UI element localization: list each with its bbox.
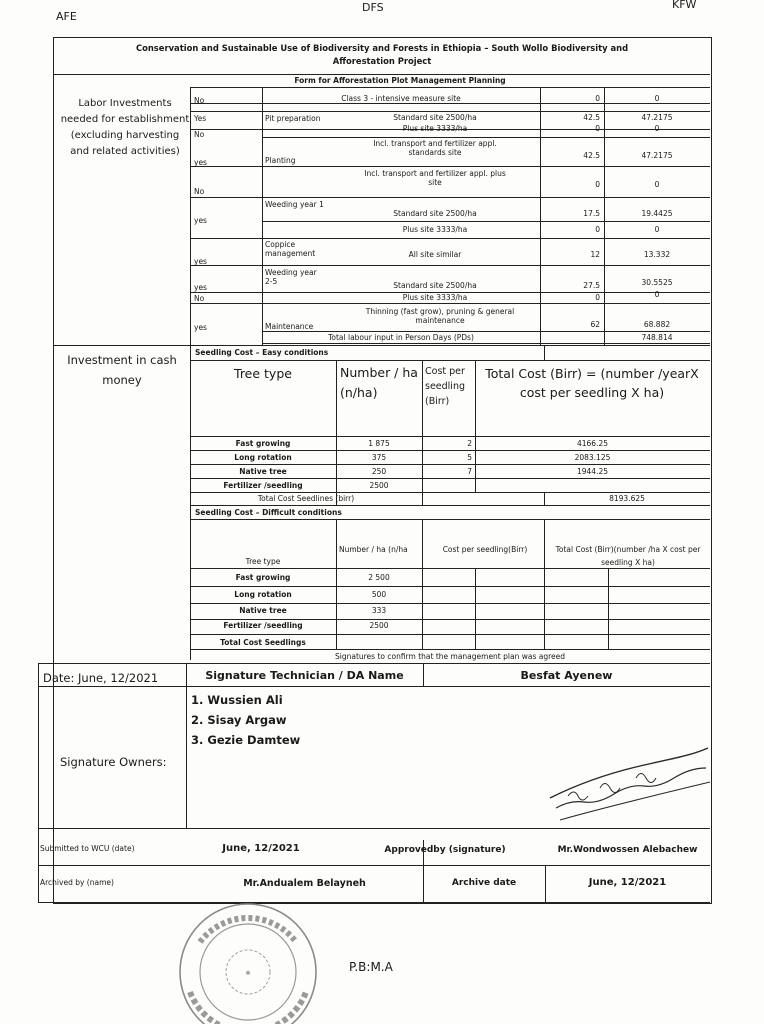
labor-row-5-flag: No	[194, 187, 205, 196]
labor-row-7-total: 0	[654, 225, 660, 234]
labor-row-7-pd: 0	[595, 225, 600, 234]
header-center-code: DFS	[362, 1, 384, 14]
easy-row-3-type: Native tree	[239, 467, 287, 476]
labor-row-9-desc: Standard site 2500/ha	[393, 281, 477, 290]
easy-row-1-cost: 2	[467, 439, 472, 448]
easy-row-3-total: 1944.25	[576, 467, 608, 476]
labor-investments-label: Labor Investments needed for establishment (excluding harvesting and related activities)	[60, 98, 190, 157]
easy-row-2-number: 375	[371, 453, 387, 462]
difficult-header-total: Total Cost (Birr)(number /ha X cost per seedling X ha)	[555, 545, 701, 567]
labor-row-8-activity: Coppice management	[265, 240, 316, 258]
labor-row-4-pd: 42.5	[583, 151, 600, 160]
labor-row-2-pd: 42.5	[583, 113, 600, 122]
header-right-code: KFW	[672, 0, 697, 11]
easy-header-total: Total Cost (Birr) = (number /yearX cost per seedling X ha)	[485, 366, 699, 400]
labor-row-10-pd: 0	[595, 293, 600, 302]
difficult-header-cost: Cost per seedling(Birr)	[442, 545, 528, 554]
approved-label: Approvedby (signature)	[384, 845, 506, 855]
labor-row-8-flag: yes	[194, 257, 207, 266]
labor-row-2-desc: Standard site 2500/ha	[393, 113, 477, 122]
labor-row-10-total: 0	[654, 290, 660, 299]
owner-3-name: 3. Gezie Damtew	[191, 733, 301, 747]
owners-signature-label: Signature Owners:	[60, 755, 167, 769]
labor-row-2-flag: Yes	[194, 114, 207, 123]
labor-row-4-activity: Planting	[265, 156, 296, 165]
labor-row-11-desc: Thinning (fast grow), pruning & general maintenance	[365, 307, 515, 325]
labor-row-5-total: 0	[654, 180, 660, 189]
handwritten-signature	[540, 738, 720, 828]
archived-name: Mr.Andualem Belayneh	[243, 878, 366, 889]
labor-row-2-total: 47.2175	[641, 113, 673, 122]
labor-row-9-pd: 27.5	[583, 281, 600, 290]
easy-row-4-type: Fertilizer /seedling	[223, 481, 303, 490]
owner-2-name: 2. Sisay Argaw	[191, 713, 287, 727]
archive-date-label: Archive date	[451, 878, 517, 888]
easy-section-title: Seedling Cost – Easy conditions	[195, 348, 329, 357]
project-title-line2: Afforestation Project	[332, 56, 432, 66]
labor-row-8-pd: 12	[590, 250, 600, 259]
easy-header-tree-type: Tree type	[234, 366, 292, 381]
archive-date: June, 12/2021	[588, 877, 667, 888]
easy-total-label: Total Cost Seedlines (birr)	[257, 494, 355, 503]
labor-row-10-flag: No	[194, 294, 205, 303]
labor-row-10-desc: Plus site 3333/ha	[402, 293, 468, 302]
difficult-section-title: Seedling Cost – Difficult conditions	[195, 508, 342, 517]
difficult-row-3-number: 333	[371, 606, 387, 615]
easy-header-cost: Cost per seedling (Birr)	[425, 366, 465, 407]
official-stamp	[168, 902, 328, 1024]
submitted-label: Submitted to WCU (date)	[40, 844, 135, 853]
labor-row-6-activity: Weeding year 1	[265, 200, 324, 209]
labor-row-3-desc: Plus site 3333/ha	[402, 124, 468, 133]
archived-label: Archived by (name)	[40, 878, 114, 887]
owner-1-name: 1. Wussien Ali	[191, 693, 283, 707]
labor-row-4-total: 47.2175	[641, 151, 673, 160]
labor-row-6-pd: 17.5	[583, 209, 600, 218]
difficult-row-3-type: Native tree	[239, 606, 287, 615]
submitted-date: June, 12/2021	[222, 843, 300, 854]
labor-row-8-desc: All site similar	[408, 250, 462, 259]
labor-row-7-desc: Plus site 3333/ha	[402, 225, 468, 234]
signatures-confirm-text: Signatures to confirm that the management plan was agreed	[334, 652, 565, 661]
labor-row-3-flag: No	[194, 130, 205, 139]
labor-row-3-total: 0	[654, 124, 660, 133]
easy-row-3-number: 250	[371, 467, 387, 476]
difficult-row-2-type: Long rotation	[234, 590, 292, 599]
difficult-row-4-number: 2500	[369, 621, 389, 630]
signature-date: Date: June, 12/2021	[43, 671, 159, 685]
easy-row-2-cost: 5	[467, 453, 472, 462]
labor-total-label: Total labour input in Person Days (PDs)	[328, 333, 474, 342]
labor-row-11-total: 68.882	[643, 320, 671, 329]
labor-row-9-activity: Weeding year 2-5	[265, 268, 317, 286]
easy-header-number: Number / ha (n/ha)	[340, 365, 418, 400]
labor-row-4-desc: Incl. transport and fertilizer appl. standards site	[373, 139, 497, 157]
difficult-row-1-type: Fast growing	[235, 573, 291, 582]
difficult-total-label: Total Cost Seedlings	[220, 638, 306, 647]
approved-name: Mr.Wondwossen Alebachew	[557, 845, 698, 855]
project-title: Conservation and Sustainable Use of Biodiversity and Forests in Ethiopia – South Wollo Biodiversity and	[135, 43, 629, 53]
difficult-row-4-type: Fertilizer /seedling	[223, 621, 303, 630]
easy-row-1-type: Fast growing	[235, 439, 291, 448]
difficult-header-number: Number / ha (n/ha	[339, 545, 408, 554]
technician-label: Signature Technician / DA Name	[205, 669, 404, 682]
labor-row-5-pd: 0	[595, 180, 600, 189]
labor-row-2-activity: Pit preparation	[265, 114, 321, 123]
labor-row-9-flag: yes	[194, 283, 207, 292]
easy-total-value: 8193.625	[609, 494, 645, 503]
labor-row-11-activity: Maintenance	[265, 322, 314, 331]
labor-row-6-desc: Standard site 2500/ha	[393, 209, 477, 218]
header-left-code: AFE	[56, 10, 77, 23]
easy-row-1-number: 1 875	[368, 439, 390, 448]
footer-code: P.B:M.A	[349, 960, 393, 974]
labor-row-3-pd: 0	[595, 124, 600, 133]
labor-row-4-flag: yes	[194, 158, 207, 167]
labor-row-9-total: 30.5525	[641, 278, 673, 287]
difficult-row-1-number: 2 500	[368, 573, 390, 582]
svg-text:✶: ✶	[244, 969, 252, 979]
easy-row-4-number: 2500	[369, 481, 389, 490]
labor-row-6-total: 19.4425	[641, 209, 673, 218]
difficult-row-2-number: 500	[371, 590, 387, 599]
labor-row-8-total: 13.332	[643, 250, 671, 259]
labor-row-1-pd: 0	[595, 94, 600, 103]
easy-row-3-cost: 7	[467, 467, 472, 476]
labor-row-1-total: 0	[654, 94, 660, 103]
technician-name: Besfat Ayenew	[520, 669, 613, 682]
labor-row-6-flag: yes	[194, 216, 207, 225]
labor-row-1-flag: No	[194, 96, 205, 105]
easy-row-2-total: 2083.125	[574, 453, 611, 462]
easy-row-1-total: 4166.25	[576, 439, 608, 448]
easy-row-2-type: Long rotation	[234, 453, 292, 462]
investment-cash-label: Investment in cash money	[67, 353, 177, 387]
labor-row-5-desc: Incl. transport and fertilizer appl. plus site	[364, 169, 506, 187]
labor-row-11-pd: 62	[590, 320, 600, 329]
difficult-header-tree-type: Tree type	[245, 557, 281, 566]
labor-total-value: 748.814	[641, 333, 673, 342]
labor-row-1-desc: Class 3 - intensive measure site	[341, 94, 461, 103]
labor-row-11-flag: yes	[194, 323, 207, 332]
form-title: Form for Afforestation Plot Management Planning	[294, 76, 506, 85]
